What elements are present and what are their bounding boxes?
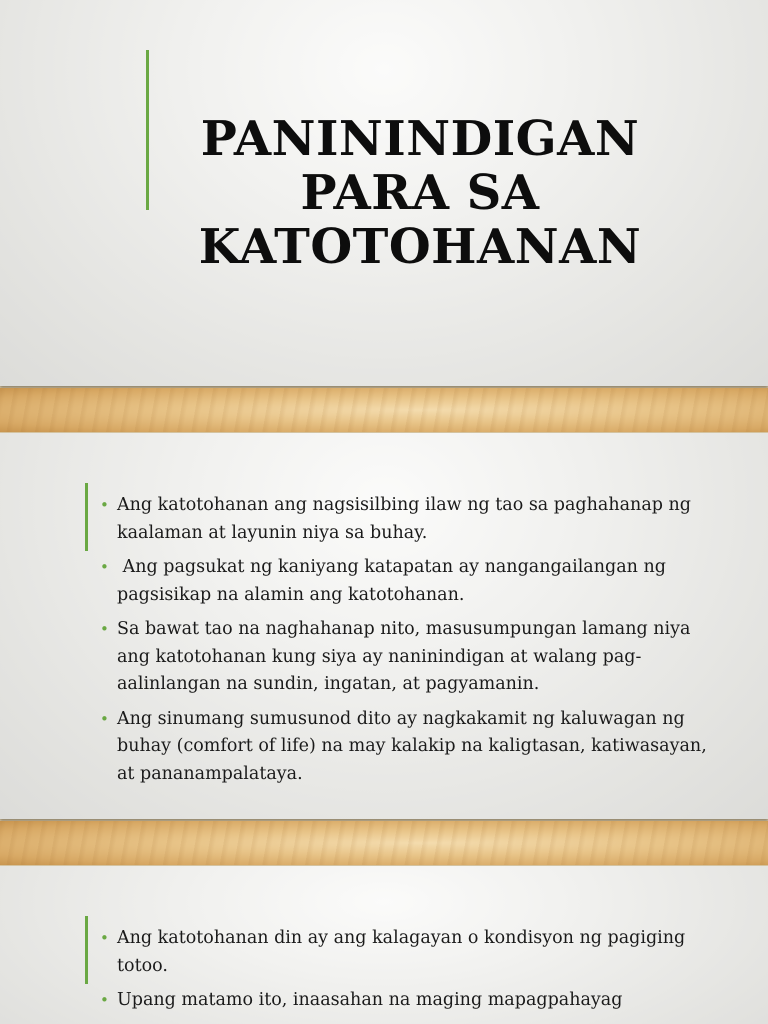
title-slide: [0, 0, 768, 386]
accent-bar: [146, 50, 149, 210]
title-line-1: PANININDIGAN: [200, 111, 640, 167]
wood-divider: [0, 821, 768, 865]
bullet-icon: •: [100, 709, 109, 728]
bullet-text: Ang sinumang sumusunod dito ay nagkakamit ng kaluwagan ng buhay (comfort of life) na may kalakip na kaligtasan, katiwasayan, at pananampalataya.: [117, 708, 713, 784]
bullet-item: [100, 492, 710, 547]
bullet-text: Ang katotohanan din ay ang kalagayan o kondisyon ng pagiging totoo.: [117, 928, 691, 976]
bullet-item: [100, 706, 713, 789]
bullet-text: Sa bawat tao na naghahanap nito, masusumpungan lamang niya ang katotohanan kung siya ay naninindigan at walang pag-aalinlangan na sundin, ingatan, at pagyamanin.: [117, 619, 697, 694]
bullet-icon: •: [100, 929, 109, 947]
bullet-text: Ang pagsukat ng kaniyang katapatan ay nangangailangan ng pagsisikap na alamin ang katotohanan.: [117, 557, 672, 605]
bullet-item: [100, 987, 710, 1015]
bullet-list: [100, 492, 713, 795]
accent-bar: [85, 916, 88, 984]
bullet-icon: •: [100, 496, 109, 514]
title-line-2: PARA SA: [300, 165, 540, 221]
slide-title: [170, 112, 670, 274]
content-slide-3: [0, 866, 768, 1024]
bullet-text: Upang matamo ito, inaasahan na maging mapagpahayag: [117, 990, 623, 1010]
wood-divider: [0, 388, 768, 432]
bullet-item: [100, 616, 710, 699]
bullet-list: [100, 925, 710, 1022]
bullet-icon: •: [100, 558, 109, 576]
bullet-icon: •: [100, 620, 109, 638]
bullet-item: [100, 554, 710, 609]
bullet-item: [100, 925, 710, 980]
title-line-3: KATOTOHANAN: [198, 219, 642, 275]
accent-bar: [85, 483, 88, 551]
bullet-icon: •: [100, 991, 109, 1009]
bullet-text: Ang katotohanan ang nagsisilbing ilaw ng tao sa paghahanap ng kaalaman at layunin niya sa buhay.: [117, 495, 697, 543]
content-slide-2: [0, 433, 768, 819]
